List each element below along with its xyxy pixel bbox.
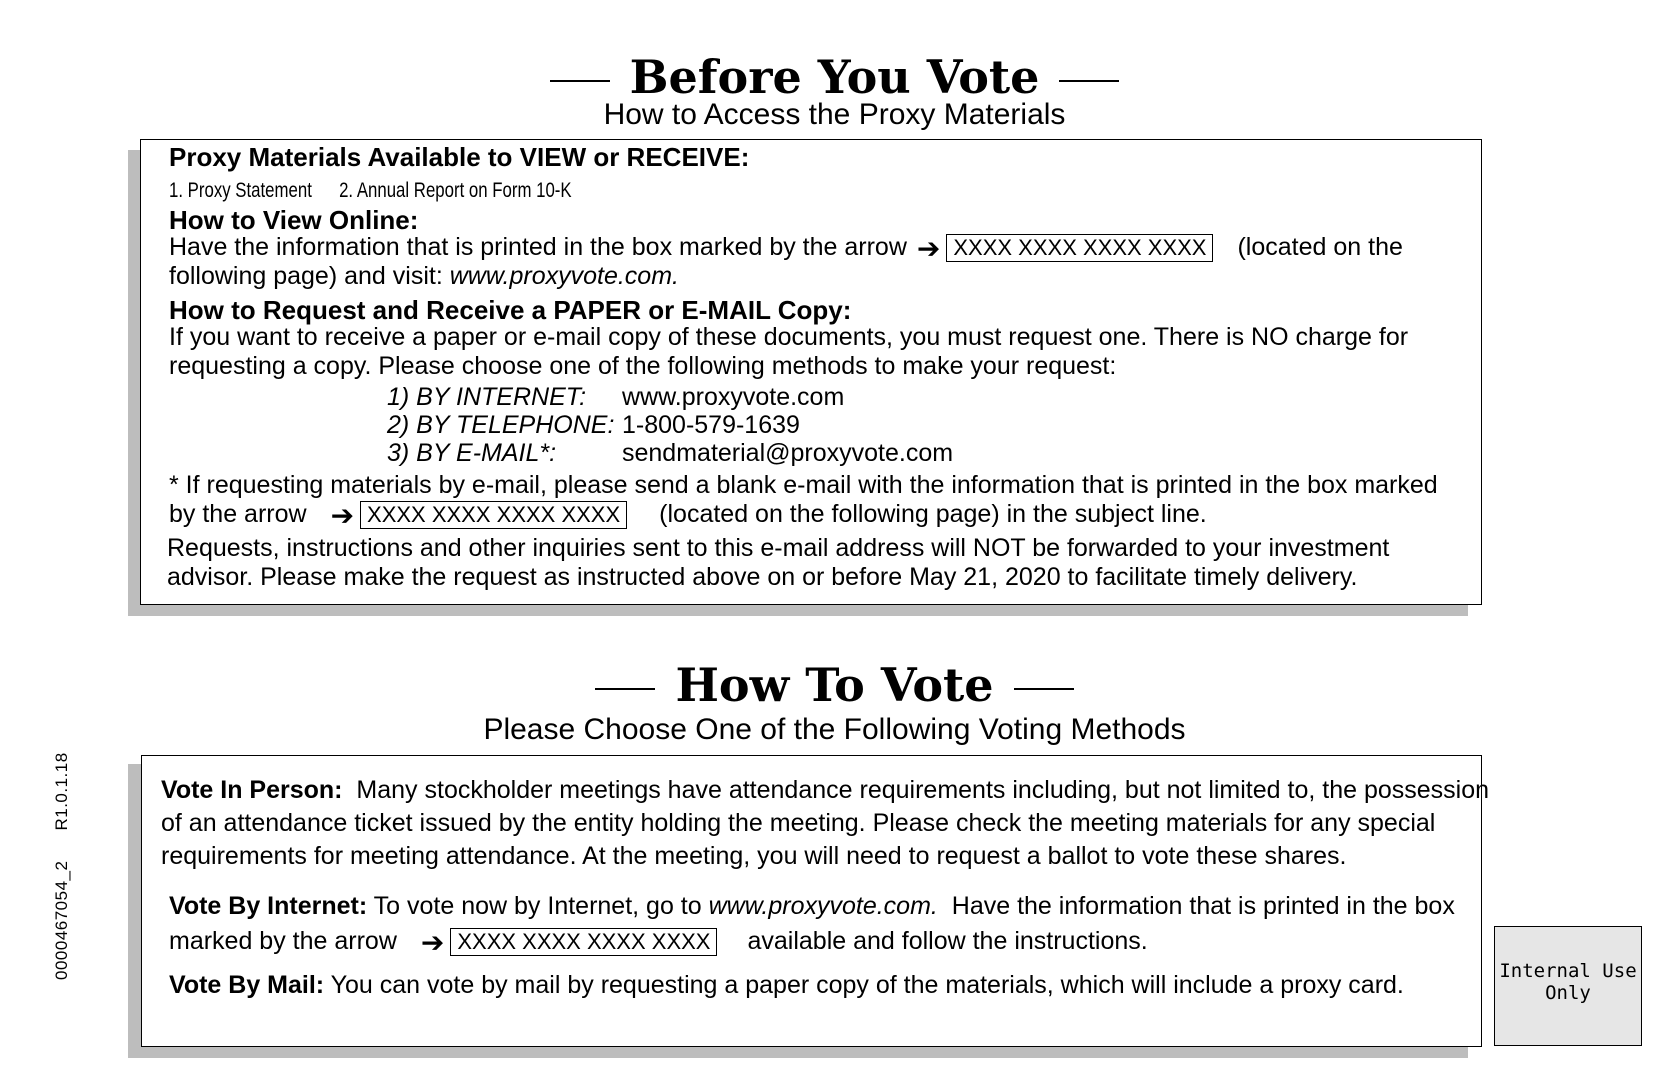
request-copy-heading: How to Request and Receive a PAPER or E-MAIL Copy:: [169, 295, 852, 325]
control-code-box: XXXX XXXX XXXX XXXX: [360, 501, 627, 529]
arrow-icon: ➔: [916, 232, 941, 264]
request-text-2: requesting a copy. Please choose one of the following methods to make your request:: [169, 352, 1117, 380]
vote-by-mail-line: Vote By Mail: You can vote by mail by requesting a paper copy of the materials, which will include a proxy card.: [169, 971, 1404, 999]
proxyvote-link[interactable]: www.proxyvote.com.: [449, 262, 679, 290]
request-text-1: If you want to receive a paper or e-mail copy of these documents, you must request one. There is NO charge for: [169, 323, 1409, 351]
method-internet: 1) BY INTERNET: www.proxyvote.com: [387, 383, 845, 411]
vote-proxyvote-link[interactable]: www.proxyvote.com.: [708, 892, 938, 920]
footnote-line-1: * If requesting materials by e-mail, please send a blank e-mail with the information that is printed in the box marked: [169, 471, 1438, 499]
before-you-vote-title: Before You Vote: [0, 50, 1669, 104]
arrow-icon: ➔: [420, 926, 445, 958]
control-code-box: XXXX XXXX XXXX XXXX: [946, 234, 1213, 262]
notice-line-2: advisor. Please make the request as instructed above on or before May 21, 2020 to facilitate timely delivery.: [167, 563, 1358, 591]
internal-use-box: Internal Use Only: [1494, 926, 1642, 1046]
method-email: 3) BY E-MAIL*: sendmaterial@proxyvote.com: [387, 439, 954, 467]
side-document-code: 0000467054_2R1.0.1.18: [52, 752, 71, 980]
proxy-materials-box: [140, 139, 1482, 605]
title-rule-right: [1014, 688, 1074, 690]
title-rule-left: [595, 688, 655, 690]
vote-by-internet-line-2: marked by the arrow ➔ XXXX XXXX XXXX XXXX available and follow the instructions.: [169, 926, 1148, 958]
before-you-vote-subtitle: How to Access the Proxy Materials: [603, 98, 1066, 131]
title-rule-left: [550, 80, 610, 82]
control-code-box: XXXX XXXX XXXX XXXX: [450, 928, 717, 956]
documents-list: [169, 176, 599, 205]
how-to-vote-subtitle: Please Choose One of the Following Voting Methods: [483, 713, 1186, 746]
how-to-vote-title: How To Vote: [0, 658, 1669, 712]
vote-in-person-label: Vote In Person:: [161, 776, 343, 804]
vote-by-internet-line-1: Vote By Internet: To vote now by Internet, go to www.proxyvote.com. Have the information that is printed in the box: [169, 892, 1455, 920]
method-telephone: 2) BY TELEPHONE: 1-800-579-1639: [387, 411, 800, 439]
view-online-line-1: Have the information that is printed in the box marked by the arrow ➔ XXXX XXXX XXXX XXXX (located on the: [169, 232, 1403, 264]
vote-in-person-line-3: requirements for meeting attendance. At the meeting, you will need to request a ballot to vote these shares.: [161, 842, 1347, 870]
voting-methods-box: [141, 755, 1490, 1047]
vote-by-internet-label: Vote By Internet:: [169, 892, 368, 920]
title-rule-right: [1059, 80, 1119, 82]
materials-heading: Proxy Materials Available to VIEW or RECEIVE:: [169, 142, 750, 172]
method-internet-url[interactable]: www.proxyvote.com: [622, 383, 845, 411]
vote-in-person-line-2: of an attendance ticket issued by the entity holding the meeting. Please check the meeting materials for any special: [161, 809, 1436, 837]
arrow-icon: ➔: [330, 499, 355, 531]
document-annual-report: 2. Annual Report on Form 10-K: [339, 179, 572, 202]
view-online-heading: How to View Online:: [169, 205, 419, 235]
view-online-line-2: following page) and visit: www.proxyvote.com.: [169, 262, 679, 290]
vote-by-mail-label: Vote By Mail:: [169, 971, 325, 999]
method-telephone-number[interactable]: 1-800-579-1639: [622, 411, 800, 439]
document-proxy-statement: 1. Proxy Statement: [169, 179, 312, 202]
notice-line-1: Requests, instructions and other inquiries sent to this e-mail address will NOT be forwarded to your investment: [167, 534, 1390, 562]
method-email-address[interactable]: sendmaterial@proxyvote.com: [622, 439, 954, 467]
footnote-line-2: by the arrow ➔ XXXX XXXX XXXX XXXX (located on the following page) in the subject line.: [169, 499, 1207, 531]
vote-in-person-line-1: Vote In Person: Many stockholder meetings have attendance requirements including, but not limited to, the possession: [161, 776, 1490, 804]
